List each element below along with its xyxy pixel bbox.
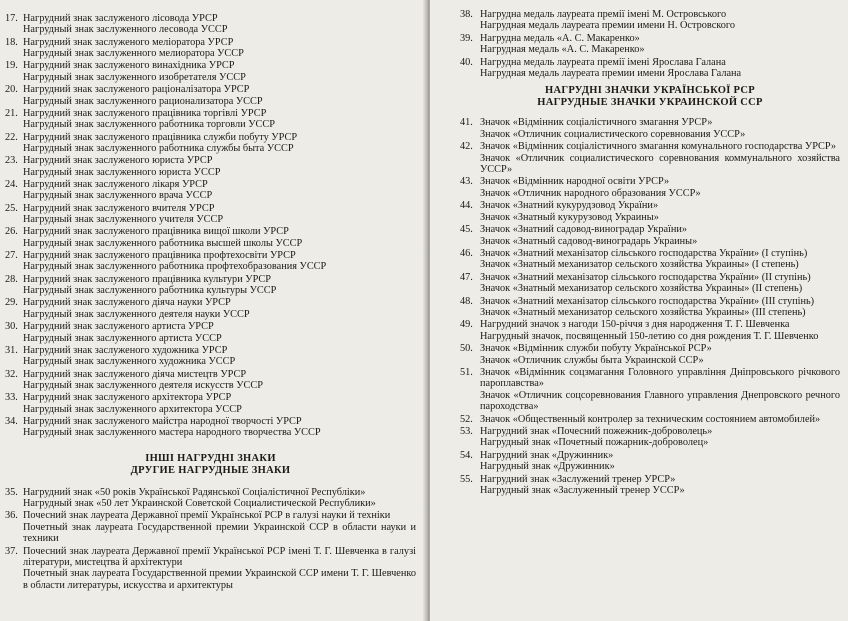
list-item — [460, 474, 840, 497]
item-number: 36. — [5, 510, 18, 522]
item-number: 53. — [460, 426, 473, 437]
item-number: 44. — [460, 200, 473, 212]
item-number: 42. — [460, 141, 473, 153]
item-number: 28. — [5, 273, 18, 285]
item-text — [480, 343, 840, 366]
item-text — [480, 296, 840, 319]
award-list-right-b — [460, 117, 840, 496]
item-line-ukrainian: Нагрудний знак «Почесний пожежник-доброволець» — [480, 426, 713, 437]
item-line-ukrainian: Нагрудний знак заслуженого діяча науки УРСР — [23, 297, 231, 309]
list-item — [5, 84, 416, 107]
item-line-russian: Нагрудный знак «Дружинник» — [480, 461, 615, 473]
item-line-ukrainian: Нагрудний знак заслуженого меліоратора УРСР — [23, 36, 234, 48]
item-line-russian: Нагрудный знак заслуженного мастера народного творчества УССР — [23, 427, 321, 439]
item-text — [480, 33, 840, 56]
item-line-ukrainian: Нагрудний знак заслуженого художника УРСР — [23, 344, 228, 356]
item-line-russian: Нагрудный знак заслуженного работника культуры УССР — [23, 285, 277, 297]
item-line-ukrainian: Нагрудний знак «Дружинник» — [480, 449, 614, 461]
list-item — [5, 13, 416, 36]
item-line-russian: Почетный знак лауреата Государственной премии Украинской ССР имени Т. Г. Шевченко в области литературы, искусства и архитектуры — [23, 568, 416, 591]
list-item — [460, 176, 840, 199]
item-number: 33. — [5, 392, 18, 404]
section-heading-badges — [460, 85, 840, 109]
item-text — [480, 319, 840, 342]
list-item — [5, 60, 416, 83]
item-line-ukrainian: Значок «Знатний механізатор сільського господарства України» (III ступінь) — [480, 295, 815, 307]
item-line-russian: Значок «Знатный механизатор сельского хозяйства Украины» (III степень) — [480, 306, 806, 318]
item-line-ukrainian: Нагрудний знак «Заслужений тренер УРСР» — [480, 473, 676, 485]
item-line-ukrainian: Значок «Знатний кукурудзовод України» — [480, 200, 659, 212]
item-number: 55. — [460, 473, 473, 485]
list-item — [460, 224, 840, 247]
list-item — [5, 250, 416, 273]
item-text — [23, 13, 416, 36]
item-line-ukrainian: Значок «Знатний механізатор сільського господарства України» (II ступінь) — [480, 271, 811, 283]
item-text — [23, 345, 416, 368]
item-text — [480, 9, 840, 32]
item-text — [23, 546, 416, 592]
item-number: 23. — [5, 155, 18, 167]
right-page — [430, 0, 848, 621]
list-item — [5, 392, 416, 415]
item-line-russian: Нагрудный знак заслуженного архитектора УССР — [23, 403, 242, 415]
item-text — [480, 176, 840, 199]
list-item — [460, 343, 840, 366]
list-item — [5, 179, 416, 202]
list-item — [460, 414, 840, 425]
item-line-ukrainian: Почесний знак лауреата Державної премії Української РСР в галузі науки й техніки — [23, 510, 391, 522]
item-line-russian: Нагрудный знак заслуженного артиста УССР — [23, 332, 222, 344]
list-item — [5, 108, 416, 131]
item-line-russian: Нагрудный знак заслуженного юриста УССР — [23, 166, 221, 178]
item-line-ukrainian: Нагрудний знак заслуженого юриста УРСР — [23, 155, 213, 167]
item-line-russian: Значок «Отличник социалистического соревнования УССР» — [480, 128, 746, 140]
item-text — [23, 203, 416, 226]
list-item — [460, 117, 840, 140]
item-text — [23, 297, 416, 320]
item-line-russian: Нагрудный знак заслуженного учителя УССР — [23, 214, 224, 226]
item-number: 18. — [5, 36, 18, 48]
item-number: 39. — [460, 32, 473, 44]
heading-ru: НАГРУДНЫЕ ЗНАЧКИ УКРАИНСКОЙ ССР — [537, 97, 763, 109]
item-text — [480, 141, 840, 175]
item-line-ukrainian: Нагрудна медаль лауреата премії імені М. Островського — [480, 9, 727, 20]
item-line-russian: Нагрудный знак заслуженного работника высшей школы УССР — [23, 237, 303, 249]
list-item — [5, 226, 416, 249]
item-number: 29. — [5, 297, 18, 309]
item-text — [480, 272, 840, 295]
list-item — [460, 200, 840, 223]
item-text — [480, 474, 840, 497]
list-item — [5, 155, 416, 178]
item-text — [23, 179, 416, 202]
item-line-ukrainian: Нагрудний знак заслуженого діяча мистецтв УРСР — [23, 368, 247, 380]
item-number: 19. — [5, 60, 18, 72]
item-text — [23, 226, 416, 249]
list-item — [460, 57, 840, 80]
item-line-russian: Нагрудный знак заслуженного врача УССР — [23, 190, 213, 202]
section-heading-other — [5, 453, 416, 477]
item-text — [480, 248, 840, 271]
item-line-russian: Нагрудный знак заслуженного лесовода УССР — [23, 24, 228, 36]
item-line-ukrainian: Нагрудний знак заслуженого працівника служби побуту УРСР — [23, 131, 298, 143]
item-line-russian: Нагрудный знак заслуженного деятеля искусств УССР — [23, 379, 263, 391]
item-text — [480, 426, 840, 449]
item-line-russian: Нагрудный значок, посвященный 150-летию со дня рождения Т. Г. Шевченко — [480, 330, 819, 342]
item-line-russian: Нагрудный знак заслуженного изобретателя УССР — [23, 71, 246, 83]
item-number: 47. — [460, 271, 473, 283]
list-item — [5, 510, 416, 544]
item-number: 27. — [5, 250, 18, 262]
item-text — [480, 57, 840, 80]
item-line-ukrainian: Нагрудний знак заслуженого працівника культури УРСР — [23, 273, 272, 285]
item-line-russian: Нагрудная медаль «А. С. Макаренко» — [480, 44, 645, 56]
item-number: 38. — [460, 9, 473, 20]
item-line-russian: Нагрудный знак заслуженного мелиоратора УССР — [23, 48, 244, 60]
item-text — [23, 108, 416, 131]
item-number: 30. — [5, 321, 18, 333]
list-item — [460, 426, 840, 449]
item-number: 20. — [5, 84, 18, 96]
item-number: 48. — [460, 295, 473, 307]
item-line-russian: Нагрудная медаль лауреата премии имени Н. Островского — [480, 20, 736, 32]
list-item — [5, 369, 416, 392]
item-text — [23, 487, 416, 510]
item-number: 40. — [460, 56, 473, 68]
item-line-russian: Нагрудный знак заслуженного работника торговли УССР — [23, 119, 275, 131]
list-item — [5, 487, 416, 510]
item-line-ukrainian: Нагрудний знак заслуженого майстра народної творчості УРСР — [23, 415, 302, 427]
item-number: 21. — [5, 107, 18, 119]
item-text — [23, 37, 416, 60]
award-list-left-a — [5, 13, 416, 439]
item-line-russian: Нагрудный знак «Почетный пожарник-доброволец» — [480, 437, 709, 449]
item-line-russian: Значок «Отличник народного образования УССР» — [480, 187, 701, 199]
heading-ua: НАГРУДНІ ЗНАЧКИ УКРАЇНСЬКОЇ РСР — [545, 85, 755, 97]
item-line-ukrainian: Значок «Знатний садовод-виноградар України» — [480, 224, 688, 236]
item-text — [480, 367, 840, 413]
item-number: 46. — [460, 247, 473, 259]
list-item — [460, 141, 840, 175]
item-number: 25. — [5, 202, 18, 214]
item-text — [23, 132, 416, 155]
item-number: 41. — [460, 117, 473, 129]
item-line-russian: Нагрудный знак «Заслуженный тренер УССР» — [480, 485, 685, 497]
item-text — [480, 450, 840, 473]
item-line-ukrainian: Нагрудний значок з нагоди 150-річчя з дня народження Т. Г. Шевченка — [480, 319, 790, 331]
award-list-left-b — [5, 487, 416, 591]
item-text — [23, 60, 416, 83]
item-line-ukrainian: Нагрудний знак заслуженого архітектора УРСР — [23, 392, 232, 404]
list-item — [5, 321, 416, 344]
list-item — [5, 203, 416, 226]
item-number: 45. — [460, 224, 473, 236]
item-text — [23, 369, 416, 392]
item-text — [23, 510, 416, 544]
item-line-russian: Нагрудный знак заслуженного деятеля науки УССР — [23, 308, 250, 320]
item-line-russian: Нагрудный знак заслуженного рационализатора УССР — [23, 95, 263, 107]
list-item — [460, 450, 840, 473]
list-item — [460, 33, 840, 56]
item-number: 35. — [5, 486, 18, 498]
item-line-russian: Значок «Знатный механизатор сельского хозяйства Украины» (II степень) — [480, 283, 803, 295]
item-text — [23, 321, 416, 344]
item-line-ukrainian: Почесний знак лауреата Державної премії Української РСР імені Т. Г. Шевченка в галузі літератури, мистецтва й архітектури — [23, 545, 416, 568]
item-line-ukrainian: Нагрудний знак заслуженого артиста УРСР — [23, 321, 214, 333]
item-line-russian: Значок «Знатный механизатор сельского хозяйства Украины» (I степень) — [480, 259, 799, 271]
item-number: 37. — [5, 545, 18, 557]
item-line-ukrainian: Значок «Відмінник соцзмагання Головного управління Дніпровського річкового пароплавства» — [480, 366, 840, 390]
list-item — [5, 546, 416, 592]
award-list-right-a — [460, 9, 840, 79]
item-text — [23, 416, 416, 439]
list-item — [5, 132, 416, 155]
item-line-russian: Значок «Отличник социалистического соревнования коммунального хозяйства УССР» — [480, 152, 840, 176]
item-line-russian: Почетный знак лауреата Государственной премии Украинской ССР в области науки и техники — [23, 521, 416, 545]
item-line-ukrainian: Значок «Відмінник соціалістичного змагання комунального господарства УРСР» — [480, 141, 837, 153]
item-line-ukrainian: Нагрудний знак заслуженого працівника профтехосвіти УРСР — [23, 250, 296, 262]
item-text — [23, 84, 416, 107]
item-line-russian: Значок «Отличник соцсоревнования Главного управления Днепровского речного пароходства» — [480, 389, 840, 413]
item-line-russian: Значок «Знатный садовод-виноградарь Украины» — [480, 235, 698, 247]
heading-ru: ДРУГИЕ НАГРУДНЫЕ ЗНАКИ — [130, 464, 291, 476]
item-text — [23, 250, 416, 273]
item-line-russian: Значок «Отличник службы быта Украинской ССР» — [480, 354, 704, 366]
list-item — [460, 272, 840, 295]
item-number: 31. — [5, 344, 18, 356]
item-line-ukrainian: Значок «Відмінник служби побуту Української РСР» — [480, 343, 712, 355]
item-text — [480, 224, 840, 247]
item-text — [23, 274, 416, 297]
item-line-russian: Нагрудный знак заслуженного художника УССР — [23, 356, 236, 368]
item-line-ukrainian: Значок «Відмінник народної освіти УРСР» — [480, 176, 670, 188]
list-item — [5, 416, 416, 439]
item-line-russian: Нагрудный знак заслуженного работника профтехобразования УССР — [23, 261, 327, 273]
item-number: 52. — [460, 413, 473, 425]
item-text — [480, 200, 840, 223]
item-number: 24. — [5, 178, 18, 190]
item-line-ukrainian: Нагрудний знак заслуженого працівника торгівлі УРСР — [23, 107, 267, 119]
item-line-russian: Нагрудный знак «50 лет Украинской Советской Социалистической Республики» — [23, 498, 376, 510]
item-text — [23, 155, 416, 178]
list-item — [5, 37, 416, 60]
item-number: 22. — [5, 131, 18, 143]
item-number: 54. — [460, 449, 473, 461]
item-number: 34. — [5, 415, 18, 427]
list-item — [5, 274, 416, 297]
list-item — [460, 248, 840, 271]
heading-ua: ІНШІ НАГРУДНІ ЗНАКИ — [145, 452, 276, 464]
list-item — [5, 297, 416, 320]
item-number: 17. — [5, 13, 18, 24]
item-line-ukrainian: Нагрудний знак заслуженого лікаря УРСР — [23, 178, 208, 190]
item-number: 51. — [460, 366, 473, 378]
list-item — [460, 367, 840, 413]
item-line-ukrainian: Нагрудний знак заслуженого винахідника УРСР — [23, 60, 235, 72]
item-line-ukrainian: Значок «Знатний механізатор сільського господарства України» (I ступінь) — [480, 247, 808, 259]
item-number: 43. — [460, 176, 473, 188]
item-line-ukrainian: Нагрудний знак заслуженого вчителя УРСР — [23, 202, 215, 214]
item-line-russian: Нагрудный знак заслуженного работника службы быта УССР — [23, 142, 294, 154]
item-number: 26. — [5, 226, 18, 238]
item-line-ukrainian: Значок «Общественный контролер за техническим состоянием автомобилей» — [480, 413, 821, 425]
item-line-ukrainian: Нагрудний знак заслуженого працівника вищої школи УРСР — [23, 226, 289, 238]
list-item — [460, 9, 840, 32]
item-line-ukrainian: Значок «Відмінник соціалістичного змагання УРСР» — [480, 117, 713, 129]
list-item — [460, 319, 840, 342]
item-line-russian: Нагрудная медаль лауреата премии имени Ярослава Галана — [480, 68, 742, 80]
item-number: 32. — [5, 368, 18, 380]
item-text — [23, 392, 416, 415]
item-number: 49. — [460, 319, 473, 331]
list-item — [5, 345, 416, 368]
list-item — [460, 296, 840, 319]
item-text — [480, 414, 840, 425]
item-line-ukrainian: Нагрудний знак «50 років Української Радянської Соціалістичної Республіки» — [23, 486, 366, 498]
item-line-russian: Значок «Знатный кукурузовод Украины» — [480, 211, 659, 223]
item-line-ukrainian: Нагрудна медаль «А. С. Макаренко» — [480, 32, 640, 44]
item-line-ukrainian: Нагрудний знак заслуженого лісовода УРСР — [23, 13, 218, 24]
item-line-ukrainian: Нагрудний знак заслуженого раціоналізатора УРСР — [23, 84, 250, 96]
item-number: 50. — [460, 343, 473, 355]
item-text — [480, 117, 840, 140]
item-line-ukrainian: Нагрудна медаль лауреата премії імені Ярослава Галана — [480, 56, 726, 68]
